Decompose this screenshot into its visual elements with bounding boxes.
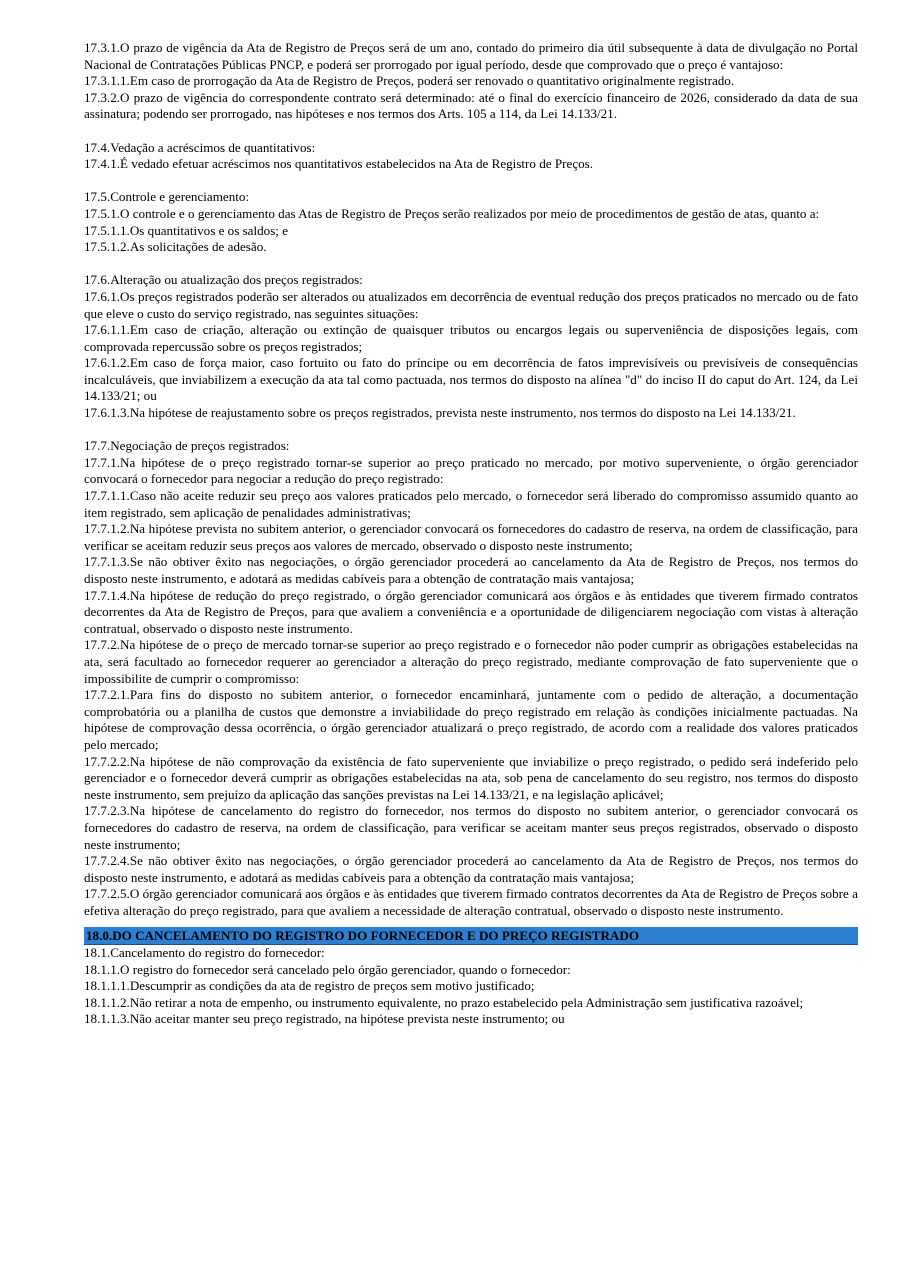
paragraph: 17.6.1.1.Em caso de criação, alteração ou extinção de quaisquer tributos ou encargos legais ou superveniência de disposições legais, com comprovada repercussão sobre os preços registrados;	[84, 322, 858, 354]
paragraph: 17.7.2.1.Para fins do disposto no subitem anterior, o fornecedor encaminhará, juntamente com o pedido de alteração, a documentação comprobatória ou a planilha de custos que demonstre a inviabilidade do preço registrado em relação às condições inicialmente pactuadas. Na hipótese de comprovação dessa ocorrência, o órgão gerenciador atualizará o preço registrado, de acordo com a realidade dos valores praticados pelo mercado;	[84, 687, 858, 752]
paragraph: 17.7.1.Na hipótese de o preço registrado tornar-se superior ao preço praticado no mercado, por motivo superveniente, o órgão gerenciador convocará o fornecedor para negociar a redução do preço registrado:	[84, 454, 858, 487]
paragraph: 17.7.1.4.Na hipótese de redução do preço registrado, o órgão gerenciador comunicará aos órgãos e às entidades que tiverem firmado contratos decorrentes da Ata de Registro de Preços, para que avaliem a conveniência e a oportunidade de diligenciarem negociação com vistas à alteração contratual, observado o disposto neste instrumento.	[84, 587, 858, 636]
paragraph: 17.6.1.3.Na hipótese de reajustamento sobre os preços registrados, prevista neste instrumento, nos termos do disposto na Lei 14.133/21.	[84, 405, 796, 421]
paragraph: 17.7.2.3.Na hipótese de cancelamento do registro do fornecedor, nos termos do disposto no subitem anterior, o gerenciador convocará os fornecedores do cadastro de reserva, na ordem de classificação, para verificar se aceitam manter seus preços registrados, observado o disposto neste instrumento;	[84, 803, 858, 852]
paragraph: 17.7.1.2.Na hipótese prevista no subitem anterior, o gerenciador convocará os fornecedores do cadastro de reserva, na ordem de classificação, para verificar se aceitam reduzir seus preços aos valores de mercado, observado o disposto neste instrumento;	[84, 521, 858, 553]
section-header: 18.0.DO CANCELAMENTO DO REGISTRO DO FORNECEDOR E DO PREÇO REGISTRADO	[84, 927, 858, 945]
paragraph: 17.3.1.1.Em caso de prorrogação da Ata de Registro de Preços, poderá ser renovado o quantitativo originalmente registrado.	[84, 73, 735, 89]
paragraph: 18.1.1.3.Não aceitar manter seu preço registrado, na hipótese prevista neste instrumento; ou	[84, 1011, 565, 1027]
paragraph: 17.7.2.2.Na hipótese de não comprovação da existência de fato superveniente que inviabilize o preço registrado, o pedido será indeferido pelo gerenciador e o fornecedor deverá cumprir as obrigações estabelecidas na ata, sob pena de cancelamento do seu registro, nos termos do disposto neste instrumento, sem prejuízo da aplicação das sanções previstas na Lei 14.133/21, e na legislação aplicável;	[84, 753, 858, 802]
paragraph: 17.7.2.Na hipótese de o preço de mercado tornar-se superior ao preço registrado e o fornecedor não poder cumprir as obrigações estabelecidas na ata, será facultado ao fornecedor requerer ao gerenciador a alteração do preço registrado, mediante comprovação de fato superveniente que o impossibilite de cumprir o compromisso:	[84, 637, 858, 686]
paragraph: 17.5.1.1.Os quantitativos e os saldos; e	[84, 222, 289, 238]
subsection-heading: 18.1.Cancelamento do registro do fornecedor:	[84, 945, 325, 961]
paragraph: 17.5.1.O controle e o gerenciamento das Atas de Registro de Preços serão realizados por meio de procedimentos de gestão de atas, quanto a:	[84, 205, 820, 221]
paragraph: 17.6.1.2.Em caso de força maior, caso fortuito ou fato do príncipe ou em decorrência de fatos imprevisíveis ou previsíveis de consequências incalculáveis, que inviabilizem a execução da ata tal como pactuada, nos termos do disposto na alínea "d" do inciso II do caput do Art. 124, da Lei 14.133/21; ou	[84, 355, 858, 404]
paragraph: 17.3.1.O prazo de vigência da Ata de Registro de Preços será de um ano, contado do primeiro dia útil subsequente à data de divulgação no Portal Nacional de Contratações Públicas PNCP, e poderá ser prorrogado por igual período, desde que comprovado que o preço é vantajoso:	[84, 40, 858, 72]
subsection-heading: 17.5.Controle e gerenciamento:	[84, 189, 250, 205]
paragraph: 17.5.1.2.As solicitações de adesão.	[84, 239, 267, 255]
paragraph: 17.7.2.4.Se não obtiver êxito nas negociações, o órgão gerenciador procederá ao cancelamento da Ata de Registro de Preços, nos termos do disposto neste instrumento, e adotará as medidas cabíveis para a obtenção da contratação mais vantajosa;	[84, 853, 858, 885]
subsection-heading: 17.4.Vedação a acréscimos de quantitativos:	[84, 139, 316, 155]
paragraph: 18.1.1.1.Descumprir as condições da ata de registro de preços sem motivo justificado;	[84, 978, 535, 994]
document-page	[84, 40, 858, 1028]
paragraph: 17.7.1.3.Se não obtiver êxito nas negociações, o órgão gerenciador procederá ao cancelamento da Ata de Registro de Preços, nos termos do disposto neste instrumento, e adotará as medidas cabíveis para a obtenção de contratação mais vantajosa;	[84, 554, 858, 586]
paragraph: 18.1.1.O registro do fornecedor será cancelado pelo órgão gerenciador, quando o fornecedor:	[84, 961, 571, 977]
paragraph: 18.1.1.2.Não retirar a nota de empenho, ou instrumento equivalente, no prazo estabelecido pela Administração sem justificativa razoável;	[84, 994, 804, 1010]
paragraph: 17.3.2.O prazo de vigência do correspondente contrato será determinado: até o final do exercício financeiro de 2026, considerado da data de sua assinatura; podendo ser prorrogado, nas hipóteses e nos termos dos Arts. 105 a 114, da Lei 14.133/21.	[84, 89, 858, 122]
paragraph: 17.7.2.5.O órgão gerenciador comunicará aos órgãos e às entidades que tiverem firmado contratos decorrentes da Ata de Registro de Preços sobre a efetiva alteração do preço registrado, para que avaliem a necessidade de alteração contratual, observado o disposto neste instrumento.	[84, 886, 858, 918]
subsection-heading: 17.6.Alteração ou atualização dos preços registrados:	[84, 272, 363, 288]
paragraph: 17.4.1.É vedado efetuar acréscimos nos quantitativos estabelecidos na Ata de Registro de Preços.	[84, 156, 594, 172]
paragraph: 17.6.1.Os preços registrados poderão ser alterados ou atualizados em decorrência de eventual redução dos preços praticados no mercado ou de fato que eleve o custo do serviço registrado, nas seguintes situações:	[84, 288, 858, 321]
subsection-heading: 17.7.Negociação de preços registrados:	[84, 438, 290, 454]
paragraph: 17.7.1.1.Caso não aceite reduzir seu preço aos valores praticados pelo mercado, o fornecedor será liberado do compromisso assumido quanto ao item registrado, sem aplicação de penalidades administrativas;	[84, 488, 858, 520]
